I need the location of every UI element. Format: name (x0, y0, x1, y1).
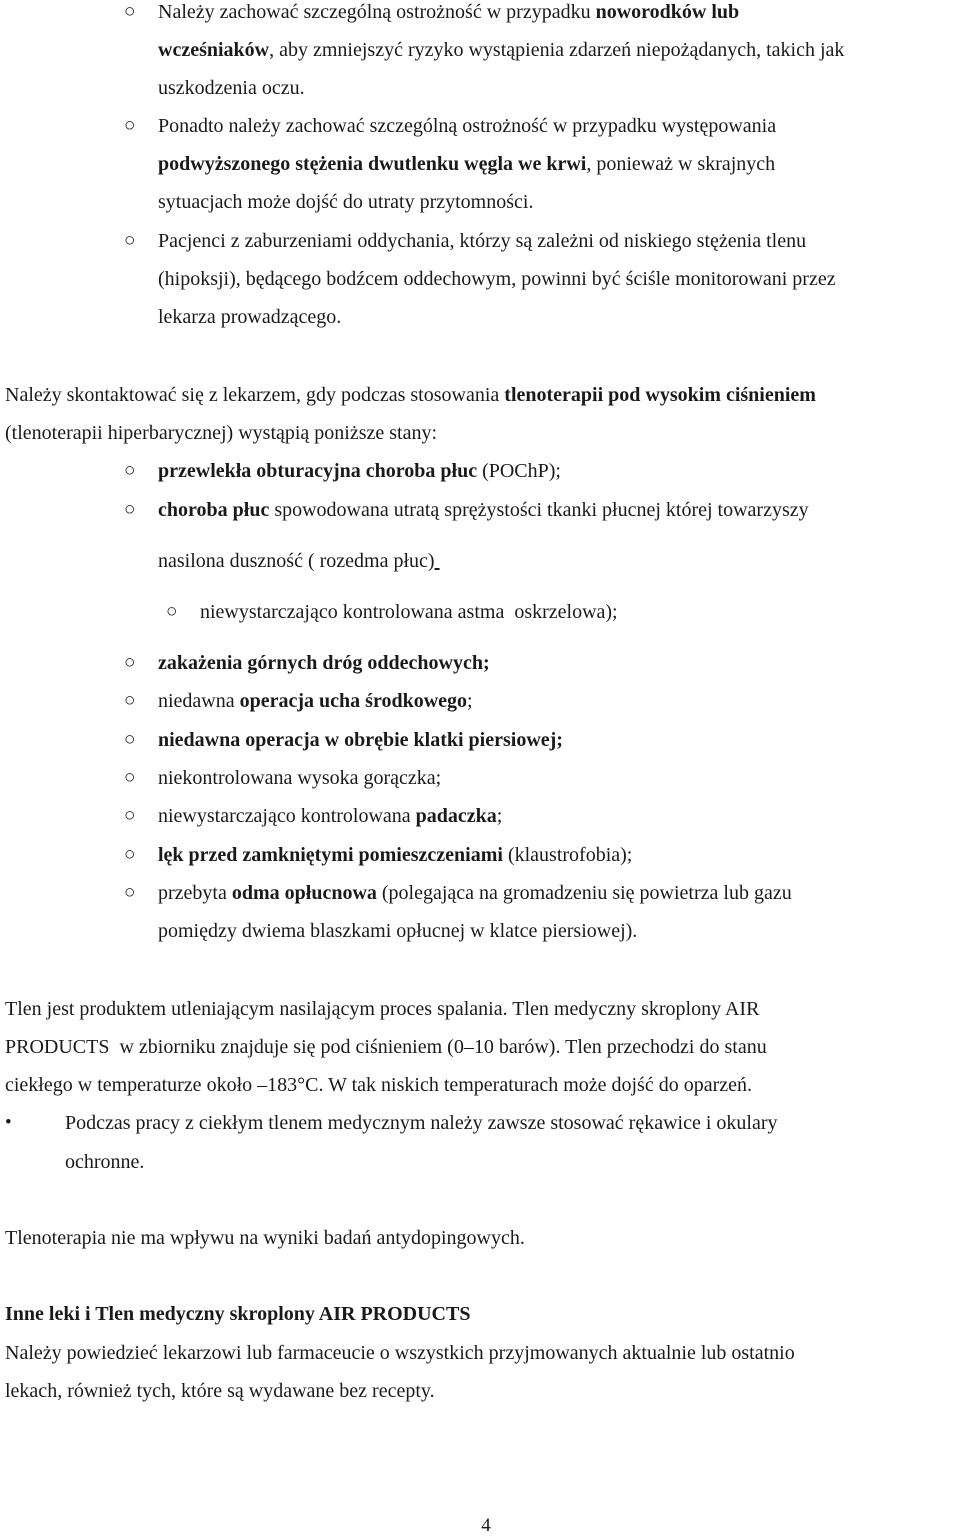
list-item-line: Pacjenci z zaburzeniami oddychania, którzy są zależni od niskiego stężenia tlenu (158, 230, 807, 252)
list-item-line: niekontrolowana wysoka gorączka; (158, 767, 442, 789)
list-item-line: wcześniaków, aby zmniejszyć ryzyko wystąpienia zdarzeń niepożądanych, takich jak (158, 39, 845, 61)
section-heading: Inne leki i Tlen medyczny skroplony AIR PRODUCTS (5, 1303, 471, 1325)
paragraph-line: ciekłego w temperaturze około –183°C. W tak niskich temperaturach może dojść do oparzeń. (5, 1074, 753, 1096)
list-item-line: nasilona duszność ( rozedma płuc) (158, 550, 435, 572)
list-item-line: niewystarczająco kontrolowana padaczka; (158, 805, 503, 827)
paragraph-line: (tlenoterapii hiperbarycznej) wystąpią poniższe stany: (5, 422, 438, 444)
list-item-line: Podczas pracy z ciekłym tlenem medycznym należy zawsze stosować rękawice i okulary (65, 1112, 778, 1134)
list-item-line: niedawna operacja ucha środkowego; (158, 690, 473, 712)
paragraph-line: Tlen jest produktem utleniającym nasilającym proces spalania. Tlen medyczny skroplony AIR (5, 998, 760, 1020)
list-item-line: choroba płuc spowodowana utratą sprężystości tkanki płucnej której towarzyszy (158, 499, 809, 521)
circle-bullet-icon: ○ (124, 652, 136, 673)
list-item-line: przebyta odma opłucnowa (polegająca na gromadzeniu się powietrza lub gazu (158, 882, 792, 904)
antidoping-paragraph: Tlenoterapia nie ma wpływu na wyniki badań antydopingowych. (5, 1227, 525, 1249)
paragraph-line: Należy skontaktować się z lekarzem, gdy podczas stosowania tlenoterapii pod wysokim ciśnieniem (5, 384, 816, 406)
list-item-line: podwyższonego stężenia dwutlenku węgla we krwi, ponieważ w skrajnych (158, 153, 776, 175)
list-item-line: pomiędzy dwiema blaszkami opłucnej w klatce piersiowej). (158, 920, 638, 942)
circle-bullet-icon: ○ (124, 1, 136, 22)
list-item-line: uszkodzenia oczu. (158, 77, 305, 99)
list-item-line: lekarza prowadzącego. (158, 306, 342, 328)
list-item-line: lęk przed zamkniętymi pomieszczeniami (klaustrofobia); (158, 844, 633, 866)
circle-bullet-icon: ○ (166, 601, 178, 622)
disc-bullet-icon: • (5, 1112, 12, 1133)
circle-bullet-icon: ○ (124, 844, 136, 865)
circle-bullet-icon: ○ (124, 499, 136, 520)
page-number: 4 (481, 1515, 491, 1536)
circle-bullet-icon: ○ (124, 230, 136, 251)
list-item-line: (hipoksji), będącego bodźcem oddechowym, powinni być ściśle monitorowani przez (158, 268, 836, 290)
list-item-line: ochronne. (65, 1151, 145, 1173)
circle-bullet-icon: ○ (124, 690, 136, 711)
circle-bullet-icon: ○ (124, 115, 136, 136)
list-item-line: przewlekła obturacyjna choroba płuc (POChP); (158, 460, 561, 482)
list-item-line: niedawna operacja w obrębie klatki piersiowej; (158, 729, 563, 751)
circle-bullet-icon: ○ (124, 729, 136, 750)
paragraph-line: PRODUCTS w zbiorniku znajduje się pod ciśnieniem (0–10 barów). Tlen przechodzi do stanu (5, 1036, 767, 1058)
list-item-line: sytuacjach może dojść do utraty przytomności. (158, 191, 534, 213)
list-item-line: Ponadto należy zachować szczególną ostrożność w przypadku występowania (158, 115, 777, 137)
circle-bullet-icon: ○ (124, 882, 136, 903)
list-item-line: zakażenia górnych dróg oddechowych; (158, 652, 490, 674)
paragraph-line: Należy powiedzieć lekarzowi lub farmaceucie o wszystkich przyjmowanych aktualnie lub ostatnio (5, 1342, 795, 1364)
paragraph-line: lekach, również tych, które są wydawane bez recepty. (5, 1380, 435, 1402)
circle-bullet-icon: ○ (124, 805, 136, 826)
circle-bullet-icon: ○ (124, 460, 136, 481)
list-item-line: Należy zachować szczególną ostrożność w przypadku noworodków lub (158, 1, 740, 23)
list-item-line: niewystarczająco kontrolowana astma oskrzelowa); (200, 601, 618, 623)
circle-bullet-icon: ○ (124, 767, 136, 788)
